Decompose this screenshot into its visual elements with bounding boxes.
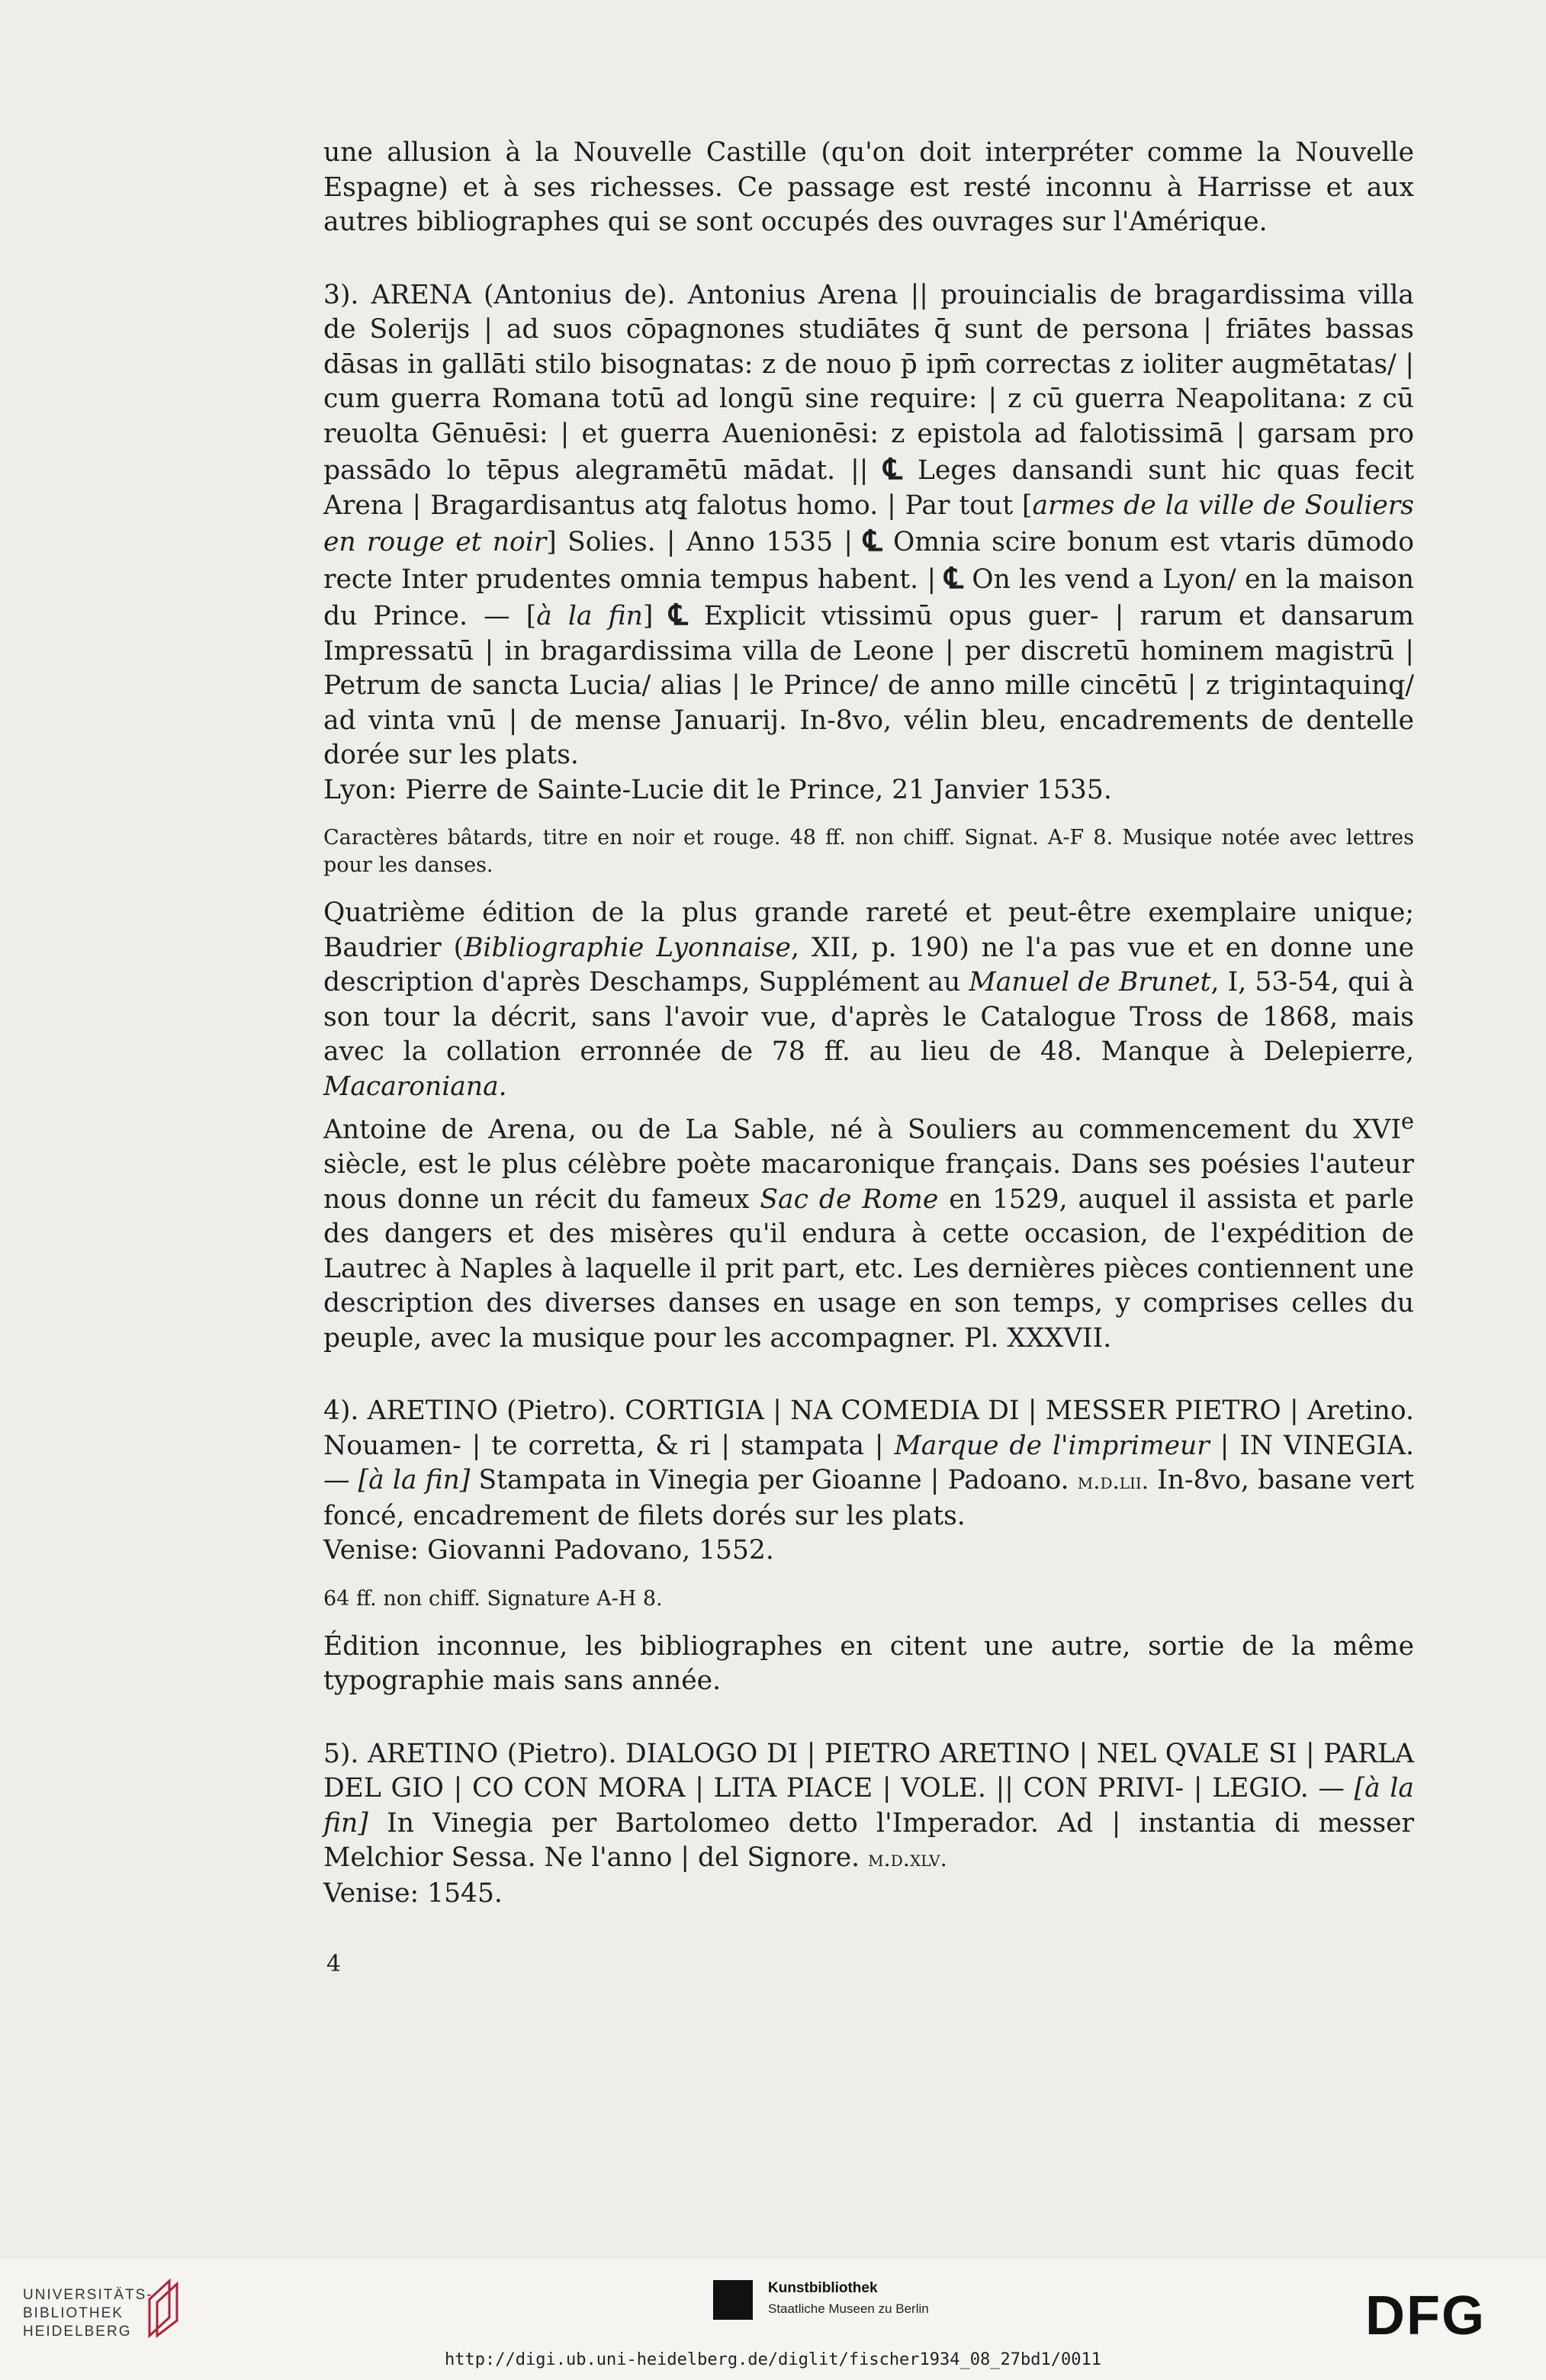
pilcrow-icon: ℄ bbox=[883, 451, 902, 486]
library-mark-icon bbox=[146, 2276, 189, 2339]
university-library-logo: UNIVERSITÄTS- BIBLIOTHEK HEIDELBERG bbox=[23, 2287, 153, 2340]
kunstbibliothek-title: Kunstbibliothek bbox=[768, 2280, 878, 2296]
pilcrow-icon: ℄ bbox=[669, 597, 688, 631]
page-number: 4 bbox=[326, 1951, 342, 1977]
entry-4-imprint: Venise: Giovanni Padovano, 1552. bbox=[323, 1535, 774, 1566]
entry-3-note-1: Quatrième édition de la plus grande rareté et peut-être exemplaire unique; Baudrier (Bibliographie Lyonnaise, XII, p. 190) ne l'a pas vue et en donne une description d'après Deschamps, Supplément au Manuel de Brunet, I, 53-54, qui à son tour la décrit, sans l'avoir vue, d'après le Catalogue Tross de 1868, mais avec la collation erronnée de 78 ff. au lieu de 48. Manque à Delepierre, Macaroniana. bbox=[323, 898, 1415, 1102]
entry-4-description: 4). ARETINO (Pietro). CORTIGIA | NA COMEDIA DI | MESSER PIETRO | Aretino. Nouamen- | te corretta, & ri | stampata | Marque de l'imprimeur | IN VINEGIA. — [à la fin] Stampata in Vinegia per Gioanne | Padoano. m.d.lii. In-8vo, basane vert foncé, encadrement de filets dorés sur les plats. bbox=[323, 1396, 1415, 1531]
entry-5-description: 5). ARETINO (Pietro). DIALOGO DI | PIETRO ARETINO | NEL QVALE SI | PARLA DEL GIO | CO CON MORA | LITA PIACE | VOLE. || CON PRIVI- | LEGIO. — [à la fin] In Vinegia per Bartolomeo detto l'Imperador. Ad | instantia di messer Melchior Sessa. Ne l'anno | del Signore. m.d.xlv. bbox=[323, 1738, 1414, 1873]
page-body bbox=[323, 136, 1414, 1911]
entry-3-imprint: Lyon: Pierre de Sainte-Lucie dit le Prince, 21 Janvier 1535. bbox=[323, 774, 1112, 805]
intro-paragraph: une allusion à la Nouvelle Castille (qu'on doit interpréter comme la Nouvelle Espagne) et à ses richesses. Ce passage est resté inconnu à Harrisse et aux autres bibliographes qui se sont occupés des ouvrages sur l'Amérique. bbox=[323, 137, 1414, 237]
kunstbibliothek-mark-icon bbox=[713, 2280, 753, 2320]
dfg-logo: DFG bbox=[1365, 2285, 1486, 2346]
entry-3-description: 3). ARENA (Antonius de). Antonius Arena || prouincialis de bragardissima villa de Solerijs | ad suos cōpagnones studiātes q̄ sunt de persona | friātes bassas dāsas in gallāti stilo bisognatas: z de nouo p̄ ipm̄ correctas z ioliter augmētatas/ | cum guerra Romana totū ad longū sine require: | z cū guerra Neapolitana: z cū reuolta Gēnuēsi: | et guerra Auenionēsi: z epistola ad falotissimā | garsam pro passādo lo tēpus alegramētū mādat. || ℄ Leges dansandi sunt hic quas fecit Arena | Bragardisantus atq̧ falotus homo. | Par tout [armes de la ville de Souliers en rouge et noir] Solies. | Anno 1535 | ℄ Omnia scire bonum est vtaris dūmodo recte Inter prudentes omnia tempus habent. | ℄ On les vend a Lyon/ en la maison du Prince. — [à la fin] ℄ Explicit vtissimū opus guer- | rarum et dansarum Impressatū | in bragardissima villa de Leone | per discretū hominem magistrū | Petrum de sancta Lucia/ alias | le Prince/ de anno mille cincētū | z trigintaquinq̧/ ad vinta vnū | de mense Januarij. In-8vo, vélin bleu, encadrements de dentelle dorée sur les plats. bbox=[323, 279, 1415, 770]
source-url[interactable]: http://digi.ub.uni-heidelberg.de/diglit/fischer1934_08_27bd1/0011 bbox=[445, 2350, 1101, 2369]
entry-4-note: Édition inconnue, les bibliographes en citent une autre, sortie de la même typographie mais sans année. bbox=[323, 1630, 1414, 1696]
kunstbibliothek-subtitle: Staatliche Museen zu Berlin bbox=[768, 2301, 929, 2316]
pilcrow-icon: ℄ bbox=[863, 523, 882, 557]
entry-4-collation: 64 ff. non chiff. Signature A-H 8. bbox=[323, 1586, 663, 1611]
entry-5-imprint: Venise: 1545. bbox=[323, 1877, 503, 1909]
pilcrow-icon: ℄ bbox=[944, 560, 963, 595]
entry-3-note-2: Antoine de Arena, ou de La Sable, né à Souliers au commencement du XVIe siècle, est le plus célèbre poète macaronique français. Dans ses poésies l'auteur nous donne un récit du fameux Sac de Rome en 1529, auquel il assista et parle des dangers et des misères qu'il endura à cette occasion, de l'expédition de Lautrec à Naples à laquelle il prit part, etc. Les dernières pièces contiennent une description des diverses danses en usage en son temps, y comprises celles du peuple, avec la musique pour les accompagner. Pl. XXXVII. bbox=[323, 1108, 1415, 1354]
entry-3-collation: Caractères bâtards, titre en noir et rouge. 48 ff. non chiff. Signat. A-F 8. Musique notée avec lettres pour les danses. bbox=[323, 826, 1414, 877]
